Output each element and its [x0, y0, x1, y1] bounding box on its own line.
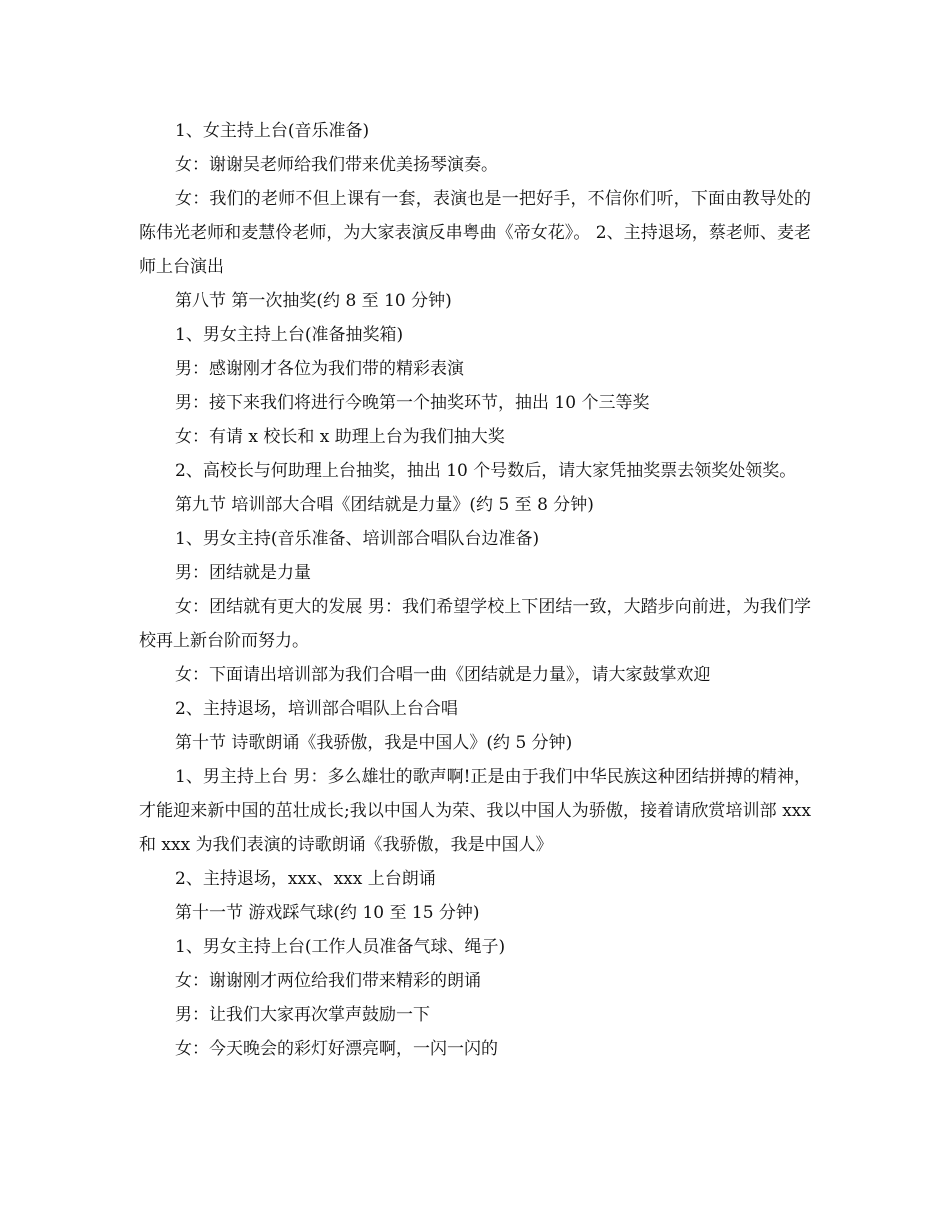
- section-heading: 第八节 第一次抽奖(约 8 至 10 分钟): [175, 291, 452, 311]
- paragraph: 男：团结就是力量: [175, 563, 311, 583]
- paragraph: 1、女主持上台(音乐准备): [175, 121, 370, 141]
- paragraph: 2、主持退场，培训部合唱队上台合唱: [175, 699, 458, 719]
- paragraph: 男：接下来我们将进行今晚第一个抽奖环节，抽出 10 个三等奖: [175, 393, 650, 413]
- section-heading: 第十一节 游戏踩气球(约 10 至 15 分钟): [175, 903, 480, 923]
- document-body: [139, 114, 811, 1066]
- paragraph: 男：感谢刚才各位为我们带的精彩表演: [175, 359, 464, 379]
- paragraph: 1、男女主持上台(工作人员准备气球、绳子): [175, 937, 506, 957]
- section-heading: 第十节 诗歌朗诵《我骄傲，我是中国人》(约 5 分钟): [175, 733, 573, 753]
- paragraph: 男：让我们大家再次掌声鼓励一下: [175, 1005, 430, 1025]
- paragraph: 女：团结就有更大的发展 男：我们希望学校上下团结一致，大踏步向前进，为我们学校再上新台阶而努力。: [139, 597, 811, 651]
- paragraph: 女：有请 x 校长和 x 助理上台为我们抽大奖: [175, 427, 505, 447]
- section-heading: 第九节 培训部大合唱《团结就是力量》(约 5 至 8 分钟): [175, 495, 594, 515]
- paragraph: 女：今天晚会的彩灯好漂亮啊，一闪一闪的: [175, 1039, 498, 1059]
- paragraph: 2、高校长与何助理上台抽奖，抽出 10 个号数后，请大家凭抽奖票去领奖处领奖。: [175, 461, 797, 481]
- paragraph: 女：谢谢吴老师给我们带来优美扬琴演奏。: [175, 155, 498, 175]
- paragraph: 女：谢谢刚才两位给我们带来精彩的朗诵: [175, 971, 481, 991]
- paragraph: 2、主持退场，xxx、xxx 上台朗诵: [175, 869, 436, 889]
- paragraph: 1、男主持上台 男：多么雄壮的歌声啊!正是由于我们中华民族这种团结拼搏的精神，才能迎来新中国的茁壮成长;我以中国人为荣、我以中国人为骄傲，接着请欣赏培训部 xxx 和 xxx 为我们表演的诗歌朗诵《我骄傲，我是中国人》: [139, 767, 811, 855]
- paragraph: 女：我们的老师不但上课有一套，表演也是一把好手，不信你们听，下面由教导处的陈伟光老师和麦慧伶老师，为大家表演反串粤曲《帝女花》。 2、主持退场，蔡老师、麦老师上台演出: [139, 189, 811, 277]
- paragraph: 1、男女主持(音乐准备、培训部合唱队台边准备): [175, 529, 540, 549]
- paragraph: 女：下面请出培训部为我们合唱一曲《团结就是力量》，请大家鼓掌欢迎: [175, 665, 711, 685]
- paragraph: 1、男女主持上台(准备抽奖箱): [175, 325, 404, 345]
